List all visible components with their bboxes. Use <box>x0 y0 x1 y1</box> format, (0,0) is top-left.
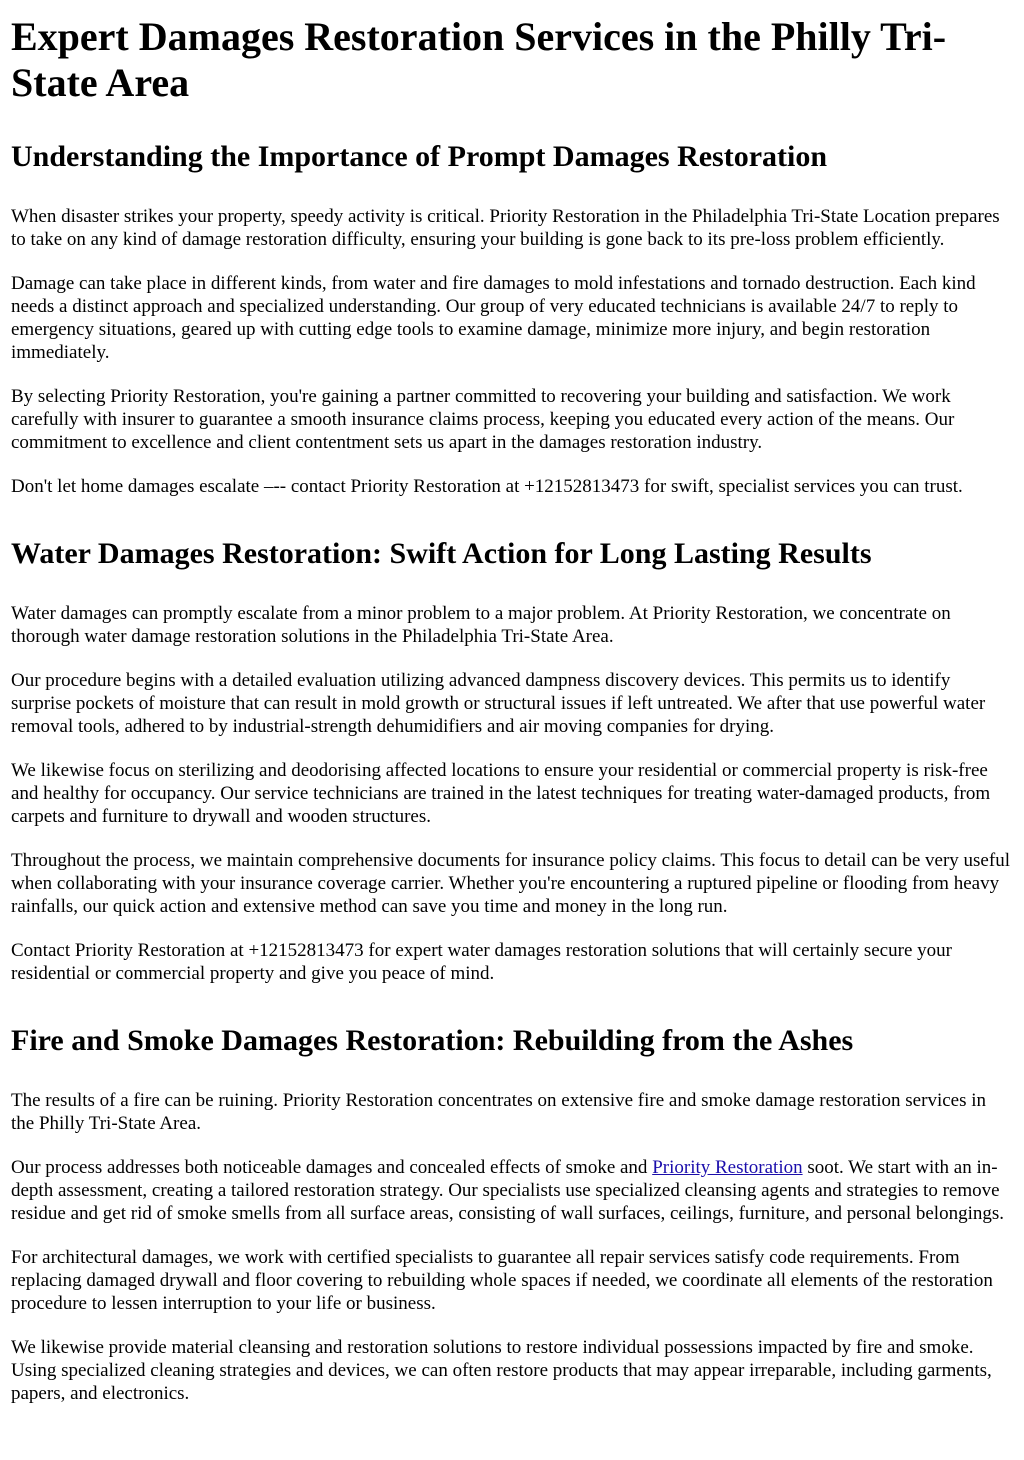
paragraph: When disaster strikes your property, speedy activity is critical. Priority Restoration in the Philadelphia Tri-State Location prepares to take on any kind of damage restoration difficulty, ensuring your building is gone back to its pre-loss problem efficiently. <box>11 206 1000 250</box>
paragraph: Damage can take place in different kinds, from water and fire damages to mold infestations and tornado destruction. Each kind needs a distinct approach and specialized understanding. Our group of very educated technicians is available 24/7 to reply to emergency situations, geared up with cutting edge tools to examine damage, minimize more injury, and begin restoration immediately. <box>11 273 976 363</box>
paragraph: Water damages can promptly escalate from a minor problem to a major problem. At Priority Restoration, we concentrate on thorough water damage restoration solutions in the Philadelphia Tri-State Area. <box>11 603 951 647</box>
paragraph: The results of a fire can be ruining. Priority Restoration concentrates on extensive fire and smoke damage restoration services in the Philly Tri-State Area. <box>11 1090 987 1134</box>
paragraph: Contact Priority Restoration at +12152813473 for expert water damages restoration solutions that will certainly secure your residential or commercial property and give you peace of mind. <box>11 940 952 984</box>
paragraph: Our procedure begins with a detailed evaluation utilizing advanced dampness discovery devices. This permits us to identify surprise pockets of moisture that can result in mold growth or structural issues if left untreated. We after that use powerful water removal tools, adhered to by industrial-strength dehumidifiers and air moving companies for drying. <box>11 670 986 737</box>
paragraph: We likewise provide material cleansing and restoration solutions to restore individual possessions impacted by fire and smoke. Using specialized cleaning strategies and devices, we can often restore products that may appear irreparable, including garments, papers, and electronics. <box>11 1337 992 1404</box>
page-title: Expert Damages Restoration Services in the Philly Tri-State Area <box>11 14 947 105</box>
paragraph: By selecting Priority Restoration, you're gaining a partner committed to recovering your building and satisfaction. We work carefully with insurer to guarantee a smooth insurance claims process, keeping you educated every action of the means. Our commitment to excellence and client contentment sets us apart in the damages restoration industry. <box>11 386 955 453</box>
priority-restoration-link[interactable]: Priority Restoration <box>652 1157 803 1178</box>
section-heading: Fire and Smoke Damages Restoration: Rebuilding from the Ashes <box>11 1024 854 1057</box>
section-heading: Understanding the Importance of Prompt Damages Restoration <box>11 140 828 173</box>
paragraph-text: soot. We start with an in-depth assessment, creating a tailored restoration strategy. Our specialists use specialized cleansing agents and strategies to remove residue and get rid of smoke smells from all surface areas, consisting of wall surfaces, ceilings, furniture, and personal belongings. <box>11 1157 1004 1224</box>
paragraph-with-link <box>11 1156 1013 1225</box>
article <box>0 14 1024 1405</box>
paragraph: For architectural damages, we work with certified specialists to guarantee all repair services satisfy code requirements. From replacing damaged drywall and floor covering to rebuilding whole spaces if needed, we coordinate all elements of the restoration procedure to lessen interruption to your life or business. <box>11 1247 993 1314</box>
paragraph-text: Our process addresses both noticeable damages and concealed effects of smoke and <box>11 1157 653 1178</box>
paragraph: Throughout the process, we maintain comprehensive documents for insurance policy claims. This focus to detail can be very useful when collaborating with your insurance coverage carrier. Whether you're encountering a ruptured pipeline or flooding from heavy rainfalls, our quick action and extensive method can save you time and money in the long run. <box>11 850 1010 917</box>
paragraph: Don't let home damages escalate –-- contact Priority Restoration at +12152813473 for swift, specialist services you can trust. <box>11 476 963 497</box>
paragraph: We likewise focus on sterilizing and deodorising affected locations to ensure your residential or commercial property is risk-free and healthy for occupancy. Our service technicians are trained in the latest techniques for treating water-damaged products, from carpets and furniture to drywall and wooden structures. <box>11 760 991 827</box>
section-heading: Water Damages Restoration: Swift Action for Long Lasting Results <box>11 537 872 570</box>
